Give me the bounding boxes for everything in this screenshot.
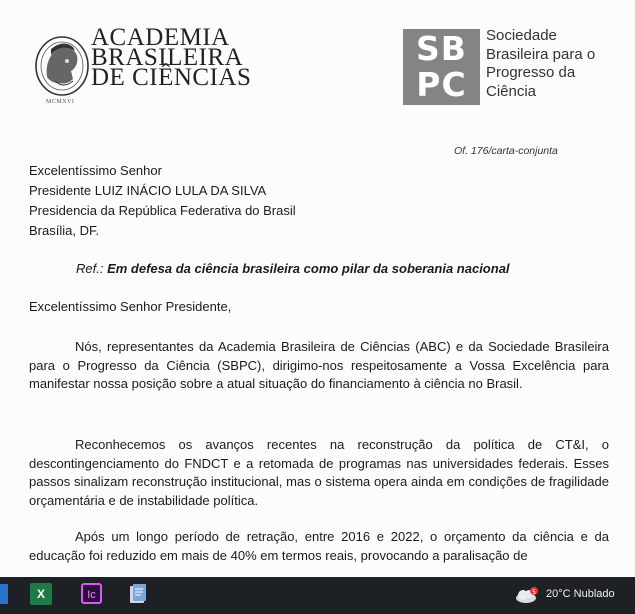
sbpc-mark-top: SB <box>416 29 467 68</box>
subject-text: Em defesa da ciência brasileira como pilar da soberania nacional <box>107 261 510 276</box>
address-line: Brasília, DF. <box>29 223 100 238</box>
incopy-icon[interactable]: Ic <box>81 583 102 604</box>
reference-number: Of. 176/carta-conjunta <box>454 145 558 157</box>
cloud-icon <box>514 586 540 604</box>
recipient-address <box>29 161 296 241</box>
body-paragraph: Após um longo período de retração, entre 2016 e 2022, o orçamento da ciência e da educação foi reduzido em mais de 40% em termos reais, provocando a paralisação de <box>29 529 609 563</box>
subject-line <box>76 261 510 276</box>
address-line: Presidente LUIZ INÁCIO LULA DA SILVA <box>29 183 267 198</box>
abc-line-1: ACADEMIA <box>91 24 230 51</box>
subject-label: Ref.: <box>76 261 104 276</box>
notes-app-icon[interactable] <box>127 583 149 605</box>
sbpc-logo-mark <box>403 29 480 105</box>
sbpc-name-line: Brasileira para o <box>486 45 596 63</box>
abc-founding-year: MCMXVI <box>46 99 75 105</box>
sbpc-name <box>486 27 595 101</box>
sbpc-mark-bottom: PC <box>416 65 467 104</box>
address-line: Presidencia da República Federativa do Brasil <box>29 203 296 218</box>
sbpc-name-line: Sociedade <box>486 27 557 44</box>
abc-line-3: DE CIÊNCIAS <box>91 64 252 91</box>
body-paragraph: Nós, representantes da Academia Brasileira de Ciências (ABC) e da Sociedade Brasileira para o Progresso da Ciência (SBPC), dirigimo-nos respeitosamente a Vossa Excelência para manifestar nossa posição sobre a atual situação do financiamento à ciência no Brasil. <box>29 339 609 391</box>
abc-line-2: BRASILEIRA <box>91 44 244 71</box>
address-line: Excelentíssimo Senhor <box>29 163 162 178</box>
excel-icon[interactable]: X <box>30 583 52 605</box>
edge-app-icon[interactable] <box>0 584 8 604</box>
sbpc-name-line: Ciência <box>486 82 537 100</box>
weather-badge: 5 <box>532 589 536 596</box>
weather-text: 20°C Nublado <box>546 588 615 600</box>
abc-name <box>91 24 252 91</box>
salutation: Excelentíssimo Senhor Presidente, <box>29 299 232 314</box>
body-paragraph: Reconhecemos os avanços recentes na reconstrução da política de CT&I, o descontingenciamento do FNDCT e a retomada de programas nas universidades federais. Esses passos sinalizam reconstrução institucional, mas o sistema opera ainda em condições de fragilidade orçamentária e de instabilidade política. <box>29 437 609 508</box>
abc-seal-logo <box>33 33 93 99</box>
sbpc-name-line: Progresso da <box>486 64 576 81</box>
